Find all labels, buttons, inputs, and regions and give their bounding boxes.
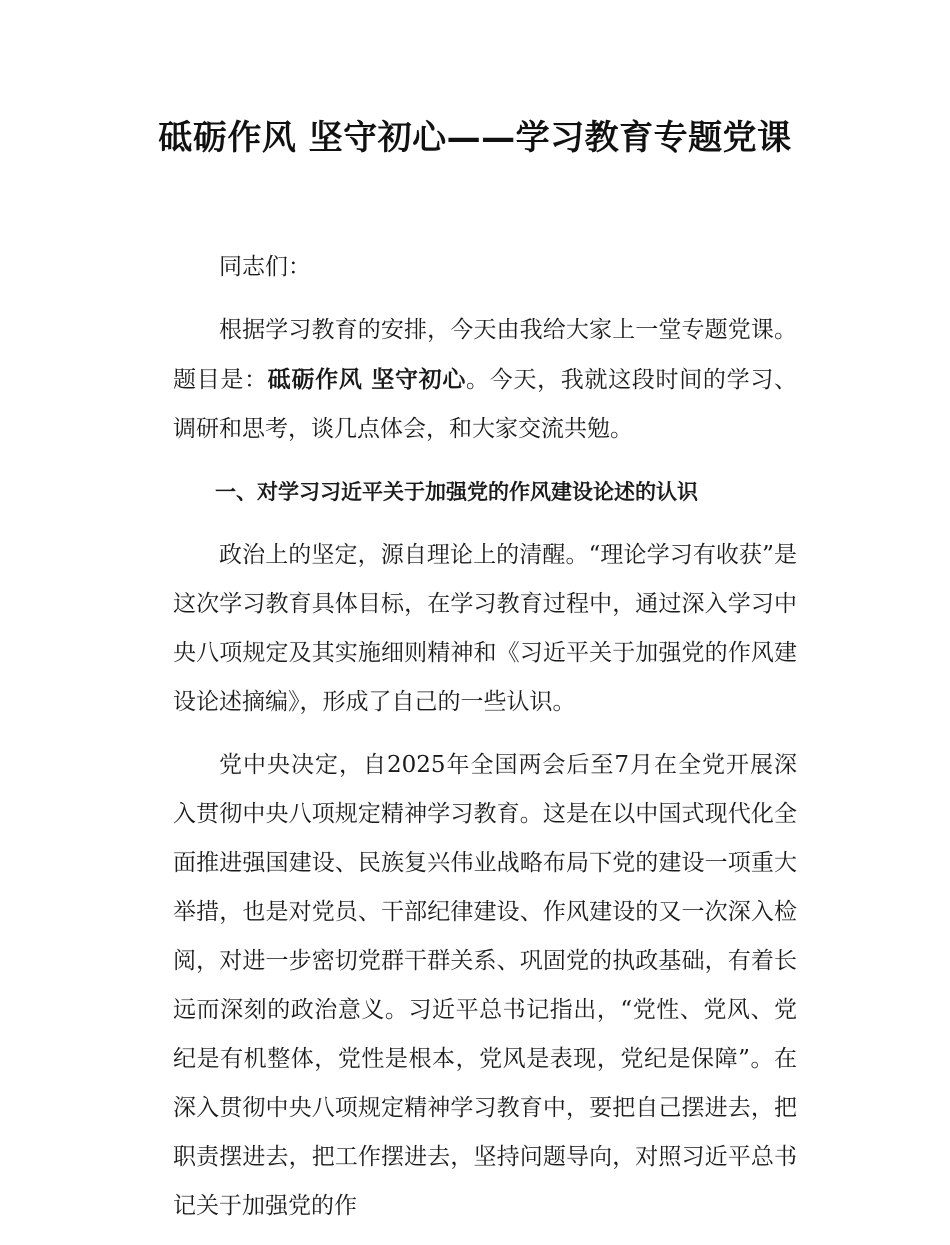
section-heading: 一、对学习习近平关于加强党的作风建设论述的认识 <box>215 480 698 504</box>
greeting: 同志们： <box>219 254 311 280</box>
body-paragraph-2: 党中央决定，自2025年全国两会后至7月在全党开展深入贯彻中央八项规定精神学习教育。这是在以中国式现代化全面推进强国建设、民族复兴伟业战略布局下党的建设一项重大举措，也是对党员、干部纪律建设、作风建设的又一次深入检阅，对进一步密切党群干群关系、巩固党的执政基础，有着长远而深刻的政治意义。习近平总书记指出，“党性、党风、党纪是有机整体，党性是根本，党风是表现，党纪是保障”。在深入贯彻中央八项规定精神学习教育中，要把自己摆进去，把职责摆进去，把工作摆进去，坚持问题导向，对照习近平总书记关于加强党的作 <box>173 752 797 1219</box>
document-body <box>173 243 797 1245</box>
intro-paragraph <box>173 306 797 454</box>
intro-text-after: 。今天，我就这段时间的学习、调研和思考，谈几点体会，和大家交流共勉。 <box>173 367 798 442</box>
intro-text-before: 根据学习教育的安排，今天由我给大家上一堂专题党课。题目是： <box>173 317 797 393</box>
intro-topic: 砥砺作风 坚守初心 <box>267 366 467 393</box>
body-paragraph-1: 政治上的坚定，源自理论上的清醒。“理论学习有收获”是这次学习教育具体目标，在学习教育过程中，通过深入学习中央八项规定及其实施细则精神和《习近平关于加强党的作风建设论述摘编》，形成了自己的一些认识。 <box>173 542 797 715</box>
document-title: 砥砺作风 坚守初心——学习教育专题党课 <box>158 118 792 158</box>
